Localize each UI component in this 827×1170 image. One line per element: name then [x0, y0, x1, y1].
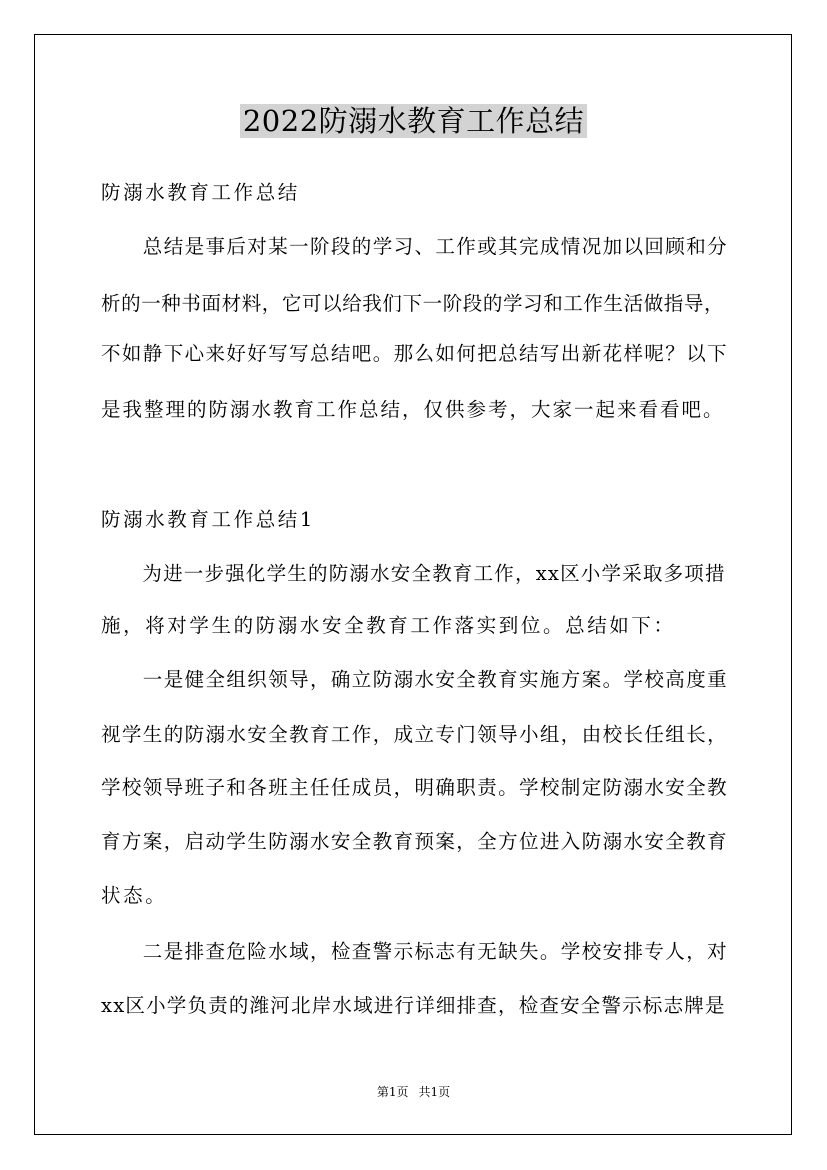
page-number: 第1页 — [376, 1085, 409, 1099]
paragraph-line: 视学生的防溺水安全教育工作，成立专门领导小组，由校长任组长， — [101, 723, 729, 746]
page-total: 共1页 — [418, 1085, 451, 1099]
section-heading: 防溺水教育工作总结1 — [101, 508, 315, 531]
paragraph-line: 为进一步强化学生的防溺水安全教育工作，xx区小学采取多项措 — [101, 562, 726, 585]
paragraph-line: 学校领导班子和各班主任任成员，明确职责。学校制定防溺水安全教 — [101, 776, 729, 799]
document-title: 2022防溺水教育工作总结 — [0, 99, 827, 143]
paragraph-line: 总结是事后对某一阶段的学习、工作或其完成情况加以回顾和分 — [101, 235, 729, 258]
paragraph-line: 析的一种书面材料，它可以给我们下一阶段的学习和工作生活做指导， — [101, 292, 725, 315]
page-footer — [0, 1084, 827, 1100]
paragraph-line: xx区小学负责的潍河北岸水域进行详细排查，检查安全警示标志牌是 — [101, 994, 726, 1017]
paragraph-line: 不如静下心来好好写写总结吧。那么如何把总结写出新花样呢？以下 — [101, 342, 729, 365]
subtitle-line: 防溺水教育工作总结 — [101, 181, 300, 204]
paragraph-line: 是我整理的防溺水教育工作总结，仅供参考，大家一起来看看吧。 — [101, 398, 725, 421]
paragraph-line: 施，将对学生的防溺水安全教育工作落实到位。总结如下： — [101, 614, 676, 637]
paragraph-line: 状态。 — [101, 884, 168, 907]
paragraph-line: 二是排查危险水域，检查警示标志有无缺失。学校安排专人，对 — [101, 940, 729, 963]
paragraph-line: 一是健全组织领导，确立防溺水安全教育实施方案。学校高度重 — [101, 668, 729, 691]
paragraph-line: 育方案，启动学生防溺水安全教育预案，全方位进入防溺水安全教育 — [101, 830, 729, 853]
